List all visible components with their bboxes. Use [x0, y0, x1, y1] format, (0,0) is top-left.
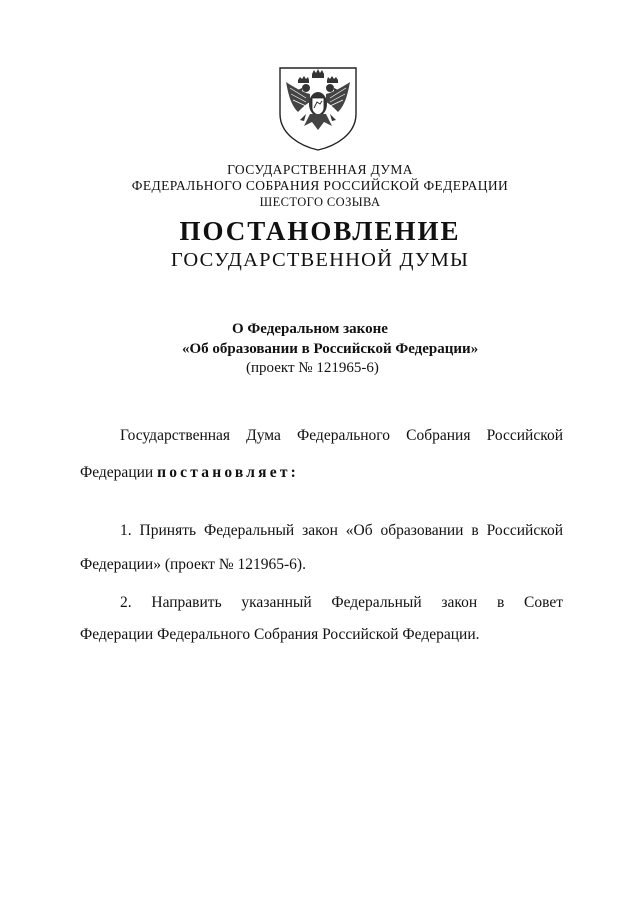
subject-line-2: «Об образовании в Российской Федерации»: [182, 341, 479, 357]
item-2-line-2: Федерации Федерального Собрания Российской Федерации.: [80, 626, 480, 643]
org-name-line-1: ГОСУДАРСТВЕННАЯ ДУМА: [227, 162, 413, 177]
item-2-line-1: 2. Направить указанный Федеральный закон в Совет: [120, 594, 563, 611]
item-1-line-1: 1. Принять Федеральный закон «Об образовании в Российской: [120, 522, 563, 539]
preamble-line-2: [80, 463, 299, 483]
item-1-line-2: Федерации» (проект № 121965-6).: [80, 556, 306, 573]
preamble-line-1: Государственная Дума Федерального Собрания Российской: [120, 427, 563, 444]
document-issuer-title: ГОСУДАРСТВЕННОЙ ДУМЫ: [170, 249, 470, 271]
preamble-line-2-prefix: Федерации: [80, 464, 154, 481]
draft-number: (проект № 121965-6): [246, 360, 379, 376]
org-name-line-2: ФЕДЕРАЛЬНОГО СОБРАНИЯ РОССИЙСКОЙ ФЕДЕРАЦИИ: [131, 178, 509, 193]
document-type-title: ПОСТАНОВЛЕНИЕ: [179, 216, 461, 246]
convocation-line: ШЕСТОГО СОЗЫВА: [259, 195, 381, 209]
resolution-verb: постановляет:: [157, 464, 299, 481]
russian-coat-of-arms-icon: [276, 64, 360, 152]
subject-line-1: О Федеральном законе: [232, 321, 388, 337]
